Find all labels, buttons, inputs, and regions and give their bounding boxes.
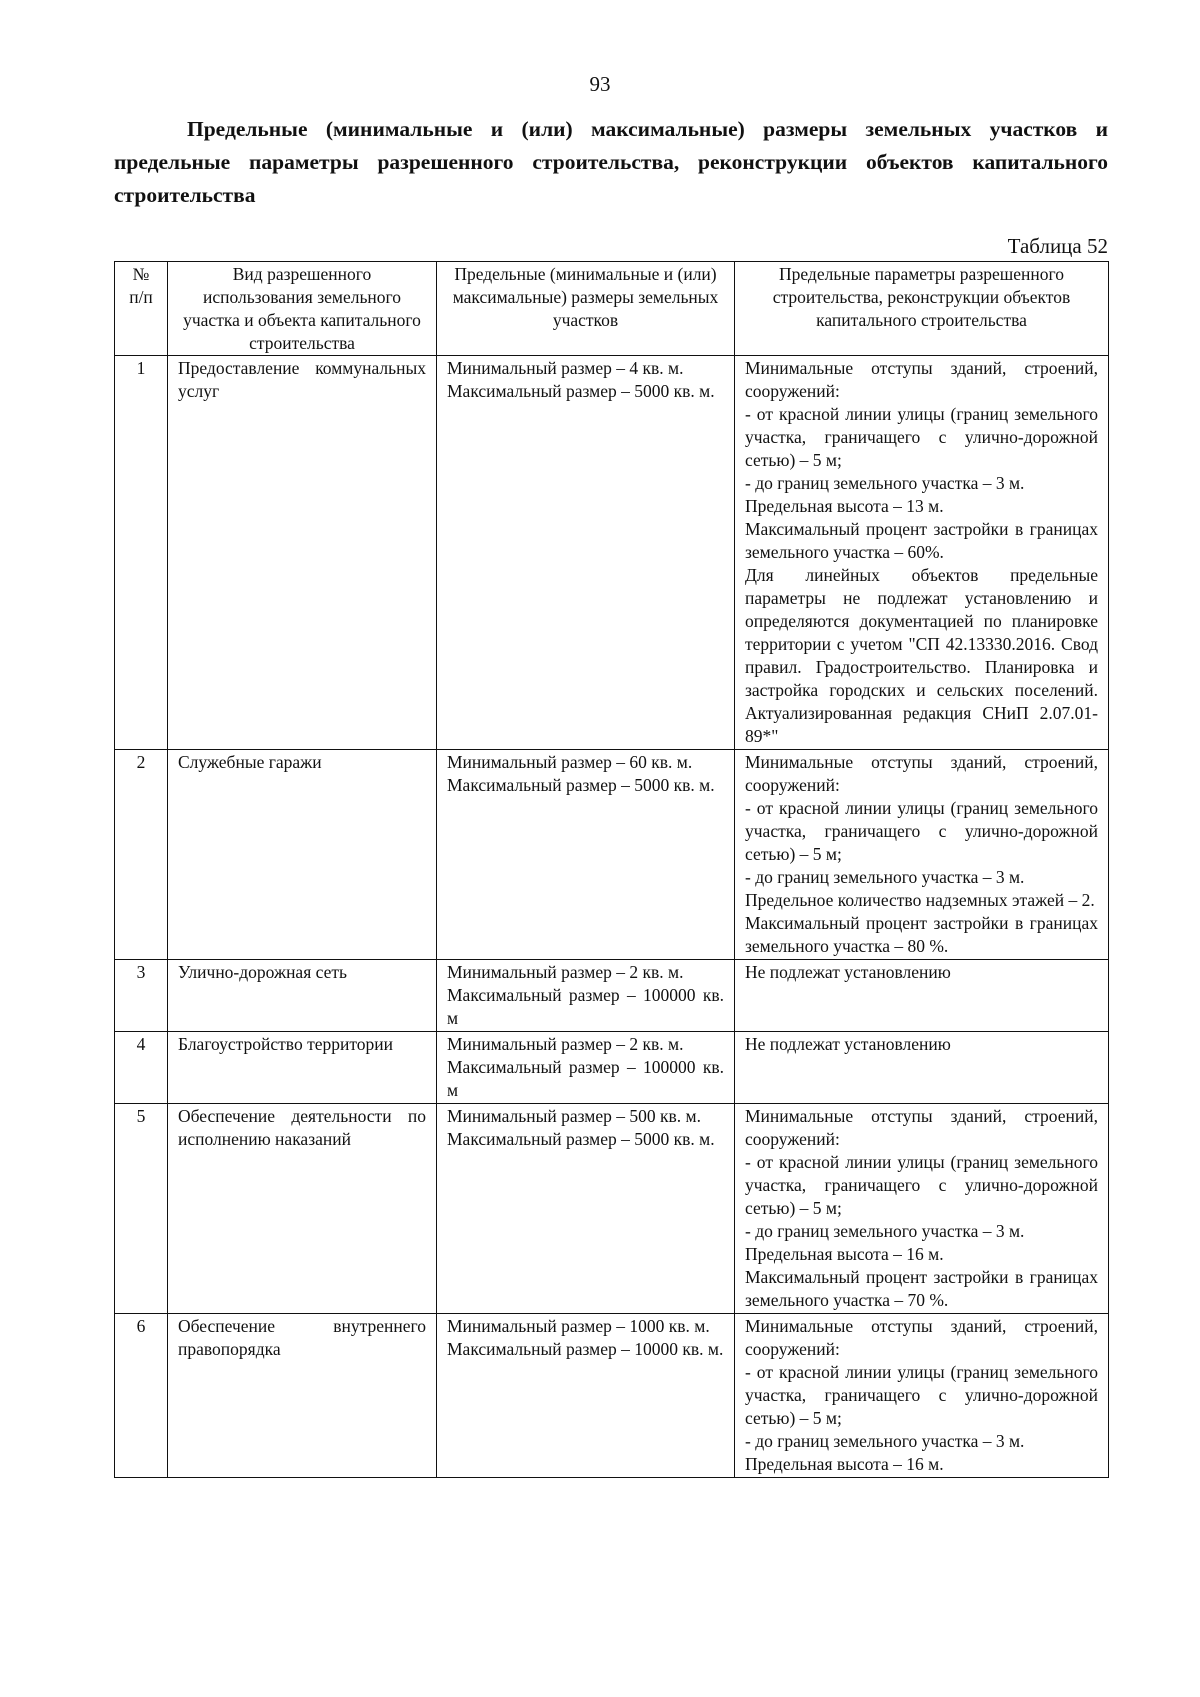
param-line: Предельная высота – 16 м. [745,1244,944,1264]
header-number-pp: п/п [129,287,153,307]
param-line: Максимальный процент застройки в границах земельного участка – 80 %. [745,913,1098,956]
permitted-use-text: Предоставление коммунальных услуг [178,358,426,401]
max-size-text: Максимальный размер – 5000 кв. м. [447,775,715,795]
max-size-text: Максимальный размер – 5000 кв. м. [447,381,715,401]
table-row [115,960,1109,1032]
param-line: Минимальные отступы зданий, строений, сооружений: [745,752,1098,795]
permitted-use-cell [168,1032,437,1104]
min-size-text: Минимальный размер – 4 кв. м. [447,358,684,378]
table-row [115,750,1109,960]
permitted-use-cell [168,1314,437,1478]
max-size-text: Максимальный размер – 100000 кв. м [447,1057,724,1100]
param-line: Не подлежат установлению [745,962,951,982]
param-line: - от красной линии улицы (границ земельного участка, граничащего с улично-дорожной сетью) – 5 м; [745,404,1098,470]
permitted-use-text: Улично-дорожная сеть [178,962,348,982]
row-number: 2 [115,750,168,960]
param-line: Предельная высота – 13 м. [745,496,944,516]
permitted-use-text: Обеспечение внутреннего правопорядка [178,1316,426,1359]
construction-params-cell [735,750,1109,960]
header-number-sign: № [132,264,150,284]
permitted-use-cell [168,1104,437,1314]
max-size-text: Максимальный размер – 100000 кв. м [447,985,724,1028]
max-size-text: Максимальный размер – 10000 кв. м. [447,1339,724,1359]
construction-params-cell [735,1104,1109,1314]
permitted-use-cell [168,960,437,1032]
header-permitted-use: Вид разрешенного использования земельного участка и объекта капитального строительства [168,262,437,356]
max-size-text: Максимальный размер – 5000 кв. м. [447,1129,715,1149]
row-number: 3 [115,960,168,1032]
min-size-text: Минимальный размер – 500 кв. м. [447,1106,701,1126]
construction-params-cell [735,356,1109,750]
plot-size-cell [437,1032,735,1104]
param-line: - до границ земельного участка – 3 м. [745,473,1025,493]
table-row [115,356,1109,750]
row-number: 5 [115,1104,168,1314]
param-line: - от красной линии улицы (границ земельного участка, граничащего с улично-дорожной сетью) – 5 м; [745,1362,1098,1428]
min-size-text: Минимальный размер – 2 кв. м. [447,1034,684,1054]
table-label: Таблица 52 [1007,234,1108,258]
table-row [115,1032,1109,1104]
param-line: - от красной линии улицы (границ земельного участка, граничащего с улично-дорожной сетью) – 5 м; [745,798,1098,864]
header-number [115,262,168,356]
row-number: 6 [115,1314,168,1478]
param-line: Не подлежат установлению [745,1034,951,1054]
table-row [115,1104,1109,1314]
param-line: Минимальные отступы зданий, строений, сооружений: [745,1106,1098,1149]
param-line: Максимальный процент застройки в границах земельного участка – 60%. [745,519,1098,562]
document-title: Предельные (минимальные и (или) максимальные) размеры земельных участков и предельные параметры разрешенного строительства, реконструкции объектов капитального строительства [114,117,1108,207]
min-size-text: Минимальный размер – 2 кв. м. [447,962,684,982]
row-number: 1 [115,356,168,750]
min-size-text: Минимальный размер – 1000 кв. м. [447,1316,710,1336]
param-line: - до границ земельного участка – 3 м. [745,1431,1025,1451]
param-line: Минимальные отступы зданий, строений, сооружений: [745,1316,1098,1359]
min-size-text: Минимальный размер – 60 кв. м. [447,752,693,772]
construction-params-cell [735,960,1109,1032]
param-line: Предельная высота – 16 м. [745,1454,944,1474]
page-number: 93 [589,72,611,96]
construction-params-cell [735,1032,1109,1104]
plot-size-cell [437,960,735,1032]
table-body [115,356,1109,1478]
row-number: 4 [115,1032,168,1104]
table-row [115,1314,1109,1478]
limits-table [114,261,1109,1478]
param-line: Для линейных объектов предельные параметры не подлежат установлению и определяются документацией по планировке территории с учетом "СП 42.13330.2016. Свод правил. Градостроительство. Планировка и застройка городских и сельских поселений. Актуализированная редакция СНиП 2.07.01-89*" [745,565,1098,746]
param-line: Максимальный процент застройки в границах земельного участка – 70 %. [745,1267,1098,1310]
permitted-use-text: Обеспечение деятельности по исполнению наказаний [178,1106,426,1149]
table-header-row [115,262,1109,356]
permitted-use-text: Благоустройство территории [178,1034,393,1054]
plot-size-cell [437,356,735,750]
plot-size-cell [437,1104,735,1314]
param-line: - до границ земельного участка – 3 м. [745,1221,1025,1241]
param-line: Минимальные отступы зданий, строений, сооружений: [745,358,1098,401]
param-line: Предельное количество надземных этажей – 2. [745,890,1095,910]
permitted-use-cell [168,356,437,750]
plot-size-cell [437,750,735,960]
permitted-use-text: Служебные гаражи [178,752,322,772]
construction-params-cell [735,1314,1109,1478]
header-construction-params: Предельные параметры разрешенного строительства, реконструкции объектов капитального строительства [735,262,1109,356]
param-line: - до границ земельного участка – 3 м. [745,867,1025,887]
param-line: - от красной линии улицы (границ земельного участка, граничащего с улично-дорожной сетью) – 5 м; [745,1152,1098,1218]
header-plot-sizes: Предельные (минимальные и (или) максимальные) размеры земельных участков [437,262,735,356]
plot-size-cell [437,1314,735,1478]
permitted-use-cell [168,750,437,960]
